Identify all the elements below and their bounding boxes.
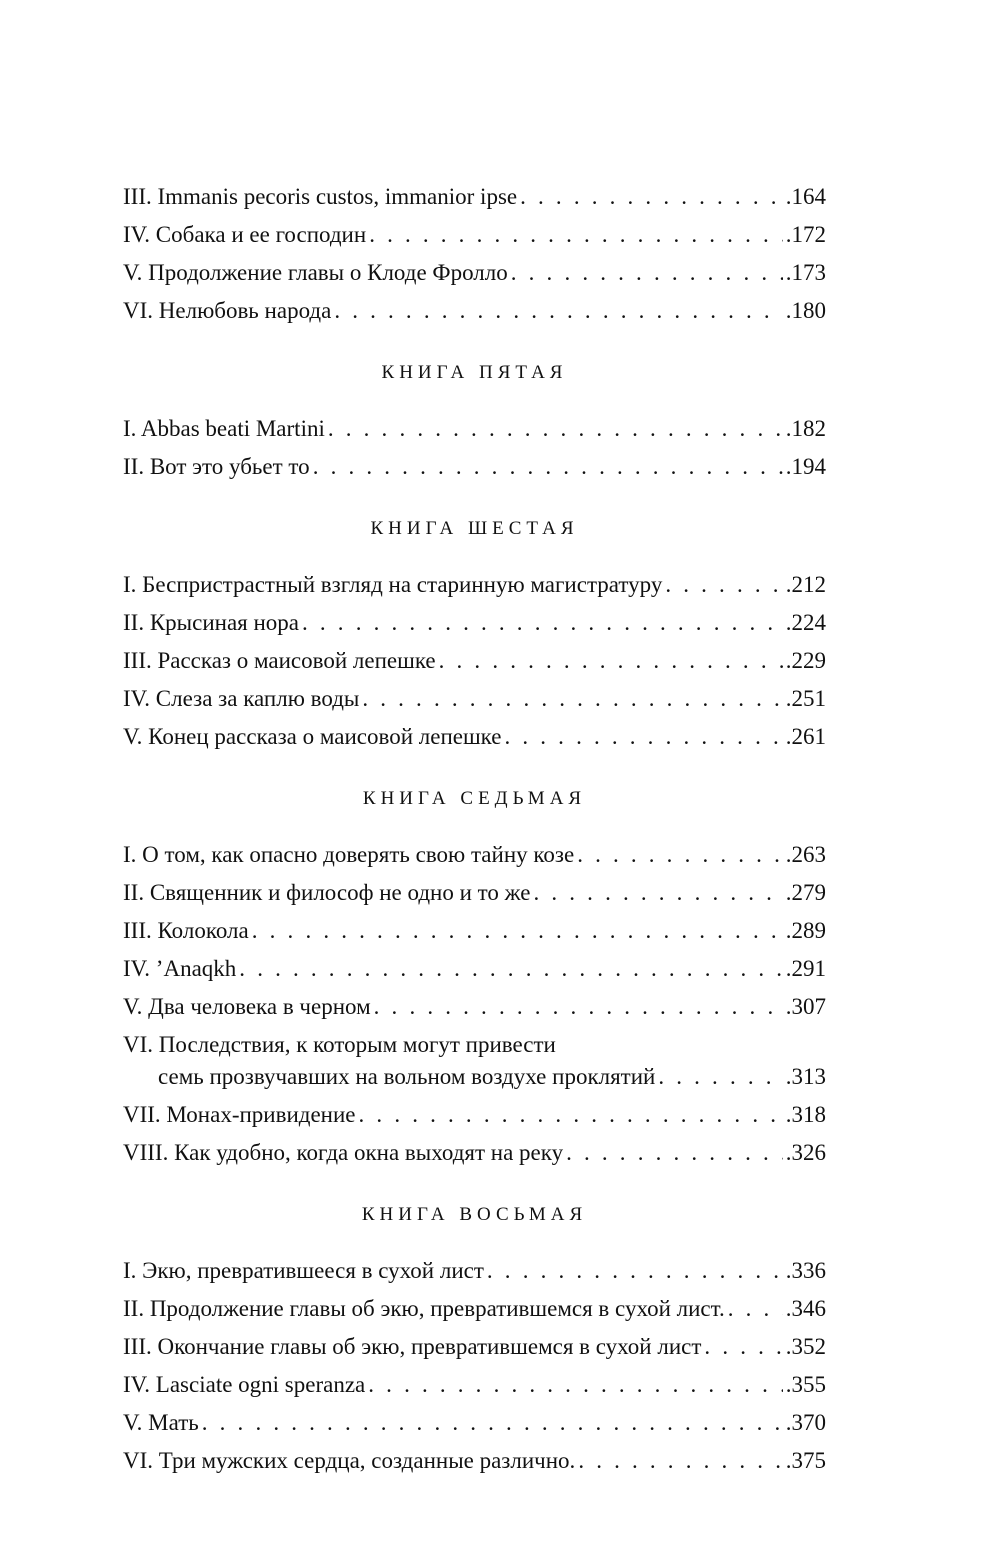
dot-leader: [328, 410, 783, 448]
toc-entry: [123, 988, 826, 1026]
dot-leader: [658, 1061, 782, 1093]
dot-leader: [313, 448, 783, 486]
toc-entry: [123, 1290, 826, 1328]
dot-leader: [439, 642, 783, 680]
toc-entry: [123, 1442, 826, 1480]
toc-entry: [123, 178, 826, 216]
dot-leader: [533, 874, 782, 912]
entry-title: II. Крысиная нора: [123, 610, 299, 635]
page-number: .229: [785, 648, 826, 673]
toc-entry: [123, 874, 826, 912]
entry-title: III. Рассказ о маисовой лепешке: [123, 648, 436, 673]
page-number: .279: [785, 880, 826, 905]
entry-title: VI. Последствия, к которым могут привести: [123, 1032, 556, 1057]
entry-title: III. Колокола: [123, 918, 249, 943]
dot-leader: [577, 836, 783, 874]
toc-entry: [123, 448, 826, 486]
dot-leader: [487, 1252, 783, 1290]
dot-leader: [359, 1096, 783, 1134]
page-number: .180: [785, 298, 826, 323]
dot-leader: [704, 1328, 782, 1366]
toc-entry: [123, 680, 826, 718]
table-of-contents: [123, 178, 826, 1480]
entry-title: II. Вот это убьет то: [123, 454, 310, 479]
page-number: .212: [785, 572, 826, 597]
page-number: .326: [785, 1140, 826, 1165]
dot-leader: [369, 216, 783, 254]
page-number: .289: [785, 918, 826, 943]
entry-title: IV. Собака и ее господин: [123, 222, 367, 247]
entry-title: II. Священник и философ не одно и то же: [123, 880, 531, 905]
toc-entry: [123, 836, 826, 874]
entry-title: V. Два человека в черном: [123, 994, 371, 1019]
toc-entry: [123, 410, 826, 448]
book-heading: КНИГА ВОСЬМАЯ: [361, 1204, 588, 1225]
dot-leader: [728, 1290, 783, 1328]
toc-entry: [123, 1252, 826, 1290]
page-number: .307: [785, 994, 826, 1019]
toc-entry: [123, 718, 826, 756]
entry-title: V. Продолжение главы о Клоде Фролло: [123, 260, 508, 285]
entry-title: V. Конец рассказа о маисовой лепешке: [123, 724, 502, 749]
toc-entry: [123, 292, 826, 330]
book-heading: КНИГА ПЯТАЯ: [381, 362, 568, 383]
dot-leader: [239, 950, 782, 988]
entry-title: VI. Нелюбовь народа: [123, 298, 332, 323]
entry-title-continued: семь прозвучавших на вольном воздухе проклятий: [158, 1064, 656, 1089]
page-number: .291: [785, 956, 826, 981]
dot-leader: [374, 988, 783, 1026]
dot-leader: [665, 566, 782, 604]
page-number: .352: [785, 1334, 826, 1359]
toc-entry: [123, 566, 826, 604]
entry-title: VI. Три мужских сердца, созданные различно.: [123, 1448, 576, 1473]
dot-leader: [566, 1134, 783, 1172]
page-number: .336: [785, 1258, 826, 1283]
entry-title: IV. Lasciate ogni speranza: [123, 1372, 366, 1397]
entry-title: VIII. Как удобно, когда окна выходят на реку: [123, 1140, 564, 1165]
toc-entry: [123, 1366, 826, 1404]
toc-entry: [123, 912, 826, 950]
toc-entry: [123, 1096, 826, 1134]
page-number: .318: [785, 1102, 826, 1127]
entry-title: V. Мать: [123, 1410, 199, 1435]
dot-leader: [511, 254, 783, 292]
dot-leader: [368, 1366, 782, 1404]
page-number: .375: [785, 1448, 826, 1473]
toc-entry: [123, 216, 826, 254]
entry-title: II. Продолжение главы об экю, превратившемся в сухой лист.: [123, 1296, 725, 1321]
dot-leader: [334, 292, 782, 330]
page-number: .182: [785, 416, 826, 441]
page-number: .313: [785, 1064, 826, 1089]
dot-leader: [578, 1442, 782, 1480]
entry-title: I. Abbas beati Martini: [123, 416, 325, 441]
toc-entry: [123, 1328, 826, 1366]
page-number: .164: [785, 184, 826, 209]
page-number: .224: [785, 610, 826, 635]
page-number: .346: [785, 1296, 826, 1321]
toc-entry: [123, 1404, 826, 1442]
page-number: .263: [785, 842, 826, 867]
entry-title: I. О том, как опасно доверять свою тайну козе: [123, 842, 575, 867]
page-number: .194: [785, 454, 826, 479]
dot-leader: [202, 1404, 783, 1442]
entry-title: I. Беспристрастный взгляд на старинную магистратуру: [123, 572, 663, 597]
entry-title: III. Immanis pecoris custos, immanior ipse: [123, 184, 518, 209]
toc-entry: [123, 1026, 826, 1096]
entry-title: VII. Монах-привидение: [123, 1102, 356, 1127]
toc-entry: [123, 254, 826, 292]
page-number: .261: [785, 724, 826, 749]
page-number: .172: [785, 222, 826, 247]
entry-title: IV. Слеза за каплю воды: [123, 686, 360, 711]
toc-entry: [123, 1134, 826, 1172]
dot-leader: [520, 178, 783, 216]
book-heading: КНИГА ШЕСТАЯ: [370, 518, 579, 539]
page-number: .173: [785, 260, 826, 285]
toc-entry: [123, 604, 826, 642]
entry-title: I. Экю, превратившееся в сухой лист: [123, 1258, 484, 1283]
entry-title: IV. ’Anaqkh: [123, 956, 237, 981]
page-number: .251: [785, 686, 826, 711]
toc-entry: [123, 642, 826, 680]
dot-leader: [362, 680, 782, 718]
page-number: .355: [785, 1372, 826, 1397]
entry-title: III. Окончание главы об экю, превратившемся в сухой лист: [123, 1334, 702, 1359]
dot-leader: [302, 604, 783, 642]
dot-leader: [504, 718, 782, 756]
toc-entry: [123, 950, 826, 988]
dot-leader: [252, 912, 783, 950]
page-number: .370: [785, 1410, 826, 1435]
book-heading: КНИГА СЕДЬМАЯ: [362, 788, 587, 809]
